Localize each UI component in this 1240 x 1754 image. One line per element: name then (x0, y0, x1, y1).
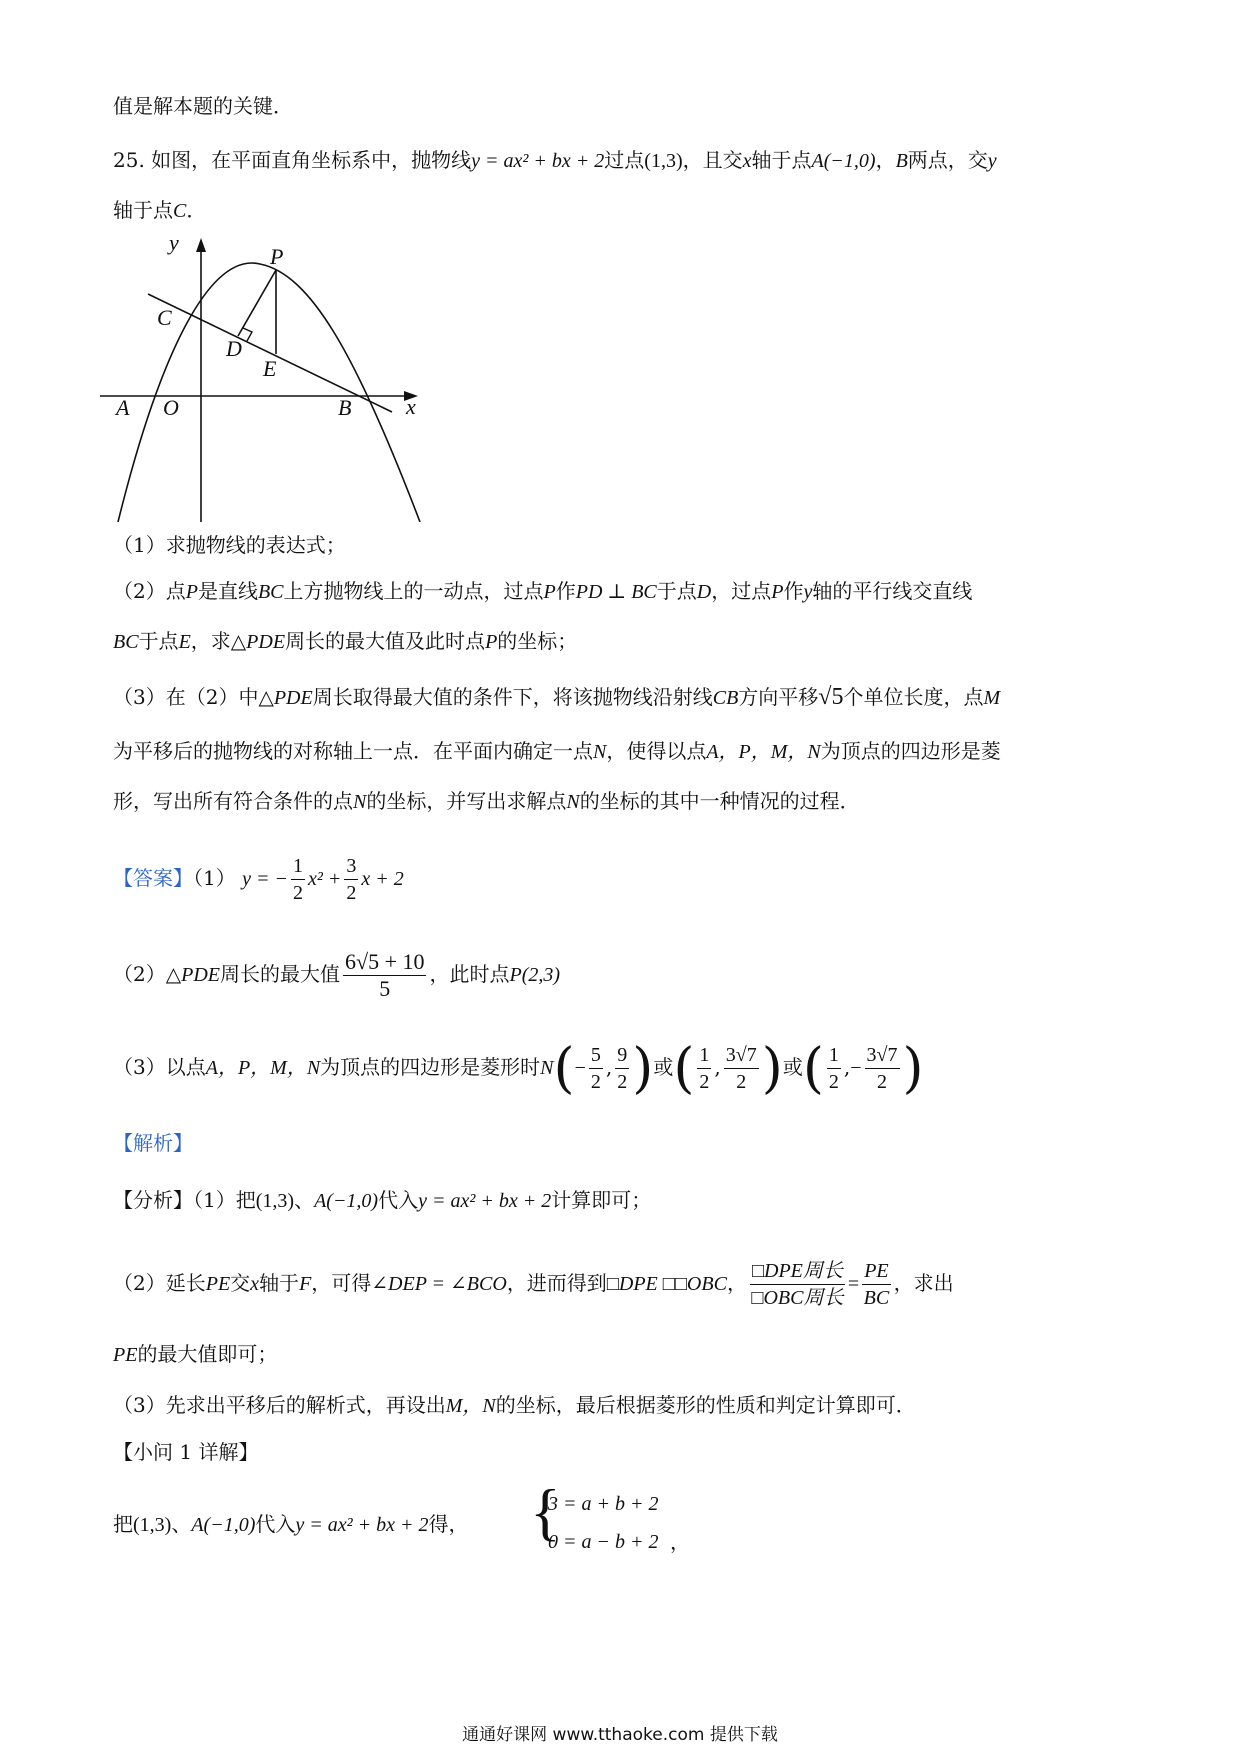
segment-PD (238, 270, 276, 336)
q2-text: 于点 (656, 579, 697, 603)
open-paren: ( (673, 1036, 695, 1100)
close-paren: ) (632, 1036, 654, 1100)
var-y: y (803, 581, 813, 603)
q2-text: 于点 (138, 629, 179, 653)
var-PDE: PDE (273, 687, 313, 709)
denominator: 2 (877, 1071, 888, 1093)
numerator: 3 (344, 853, 358, 880)
parabola-equation: y = ax² + bx + 2 (471, 150, 605, 172)
point-1-3: (1,3) (255, 1190, 295, 1212)
var-BC: BC (257, 581, 284, 603)
q3-text: 的坐标的其中一种情况的过程． (579, 789, 860, 813)
q2-text: 的坐标； (497, 629, 578, 653)
q2-text: 作 (783, 579, 804, 603)
point-A: A(−1,0) (191, 1514, 256, 1536)
answer-1 (113, 848, 404, 909)
problem-text: 两点，交 (907, 148, 988, 172)
var-x: x (250, 1273, 260, 1295)
analysis-text: ，进而得到 (506, 1271, 607, 1295)
system-brace: { (530, 1476, 561, 1547)
var-N: N (353, 791, 367, 813)
fraction (291, 853, 305, 906)
var-PE: PE (205, 1273, 231, 1295)
answer-text: 周长的最大值 (220, 962, 340, 986)
q2-text: ，求△ (190, 629, 247, 653)
problem-text: ，且交 (682, 148, 743, 172)
numerator: 5 (589, 1042, 603, 1069)
var-P: P (485, 631, 498, 653)
q3-text: 个单位长度，点 (843, 685, 984, 709)
parabola-equation: y = ax² + bx + 2 (295, 1514, 429, 1536)
question-2-line-2 (113, 627, 577, 656)
max-perimeter-fraction (343, 949, 426, 1002)
a1-lhs: y = − (242, 868, 288, 890)
answer-label: （3）以点 (113, 1055, 206, 1079)
detail-text: 、 (171, 1512, 192, 1536)
problem-text: ． (186, 198, 207, 222)
point-B: B (895, 150, 908, 172)
problem-text: 轴于点 (751, 148, 812, 172)
analysis-part-2 (113, 1253, 954, 1314)
y-axis-arrow (196, 238, 206, 252)
system-equation-1: 3 = a + b + 2 (548, 1493, 659, 1515)
problem-number: 25. (113, 148, 145, 172)
detail-line (113, 1510, 469, 1539)
denominator: 2 (699, 1071, 710, 1093)
q2-text: 上方抛物线上的一动点，过点 (283, 579, 544, 603)
line-BC (148, 294, 392, 412)
var-CB: CB (712, 687, 739, 709)
q2-text: ，过点 (711, 579, 772, 603)
sign: − (850, 1057, 862, 1079)
question-3-line-1 (113, 683, 1000, 712)
denominator: 2 (590, 1071, 601, 1093)
q2-text: 作 (555, 579, 576, 603)
var-PE: PE (113, 1344, 138, 1366)
similarity-relation: □DPE □□OBC (606, 1273, 727, 1295)
analysis-text: 、 (294, 1188, 315, 1212)
analysis-text: 的最大值即可； (137, 1342, 278, 1366)
problem-text: 过点 (604, 148, 645, 172)
label-P: P (270, 244, 284, 269)
q3-text: ，使得以点 (606, 739, 707, 763)
or-text: 或 (782, 1055, 803, 1079)
var-N: N (540, 1057, 554, 1079)
system-equation-2: 0 = a − b + 2 (548, 1531, 659, 1553)
label-D: D (226, 336, 242, 361)
denominator: 2 (346, 882, 357, 904)
analysis-tag: 【解析】 (113, 1131, 193, 1155)
analysis-part-2-line-2 (113, 1340, 277, 1369)
numerator: 6√5 + 10 (345, 949, 425, 974)
problem-text: 如图，在平面直角坐标系中，抛物线 (151, 148, 472, 172)
analysis-text: 轴于 (259, 1271, 300, 1295)
q2-text: 周长的最大值及此时点 (285, 629, 486, 653)
analysis-text: （1）把 (193, 1188, 256, 1212)
var-P: P (771, 581, 784, 603)
var-y: y (987, 150, 997, 172)
q3-text: （3）在（2）中△ (113, 685, 274, 709)
analysis-text: ，求出 (893, 1271, 954, 1295)
open-paren: ( (553, 1036, 575, 1100)
open-paren: ( (802, 1036, 824, 1100)
problem-text: ， (875, 148, 896, 172)
label-B: B (338, 395, 352, 420)
question-2-line-1 (113, 577, 972, 606)
numerator: 1 (291, 853, 305, 880)
numerator: 3√7 (724, 1042, 759, 1069)
fraction (344, 853, 358, 906)
detail-text: 把 (113, 1512, 133, 1536)
or-text: 或 (653, 1055, 674, 1079)
label-x: x (406, 394, 416, 419)
points-APMN: A，P，M，N (706, 741, 821, 763)
answer-tag: 【答案】 (113, 866, 193, 890)
question-3-line-2 (113, 737, 1001, 766)
system-end: ， (670, 1530, 690, 1554)
parabola-equation: y = ax² + bx + 2 (418, 1190, 552, 1212)
var-P: P (543, 581, 556, 603)
problem-line-2 (113, 196, 206, 225)
close-paren: ) (902, 1036, 924, 1100)
fraction (827, 1042, 841, 1095)
a1-mid: x² + (307, 868, 342, 890)
q3-text: 方向平移 (738, 685, 819, 709)
q2-text: （2）点 (113, 579, 186, 603)
analysis-text: 交 (230, 1271, 251, 1295)
analysis-text: 代入 (378, 1188, 419, 1212)
answer-text: 为顶点的四边形是菱形时 (320, 1055, 541, 1079)
analysis-text: ，可得 (311, 1271, 372, 1295)
angle-equality: ∠DEP = ∠BCO (371, 1273, 507, 1295)
answer-3: （3）以点A，P，M，N为顶点的四边形是菱形时N(− $\frac{5}{2}$ , $\frac{9}{2}$ )或( $\frac{1}{2}$ , $\frac{3√7}{2}$ )或( $\frac{1}{2}$ ,− $\frac{3√7}{2}$ ) (113, 1036, 924, 1100)
problem-text: 轴于点 (113, 198, 173, 222)
analysis-text: 的坐标，最后根据菱形的性质和判定计算即可． (495, 1393, 916, 1417)
q2-text: 轴的平行线交直线 (812, 579, 973, 603)
vars-MN: M，N (445, 1395, 496, 1417)
label-A: A (116, 395, 130, 420)
previous-text: 值是解本题的关键． (113, 94, 293, 118)
var-F: F (299, 1273, 312, 1295)
label-C: C (157, 305, 172, 330)
point-A: A(−1,0) (811, 150, 876, 172)
q3-text: 形，写出所有符合条件的点 (113, 789, 353, 813)
right-angle-mark (243, 328, 252, 341)
var-PDE: PDE (246, 631, 286, 653)
var-M: M (983, 687, 1001, 709)
fraction (724, 1042, 759, 1095)
numerator: 9 (615, 1042, 629, 1069)
answer-2 (113, 944, 560, 1005)
var-P: P (185, 581, 198, 603)
analysis-text: 计算即可； (551, 1188, 652, 1212)
segment-ratio-fraction (862, 1258, 890, 1311)
point-C: C (173, 200, 187, 222)
denominator: 2 (617, 1071, 628, 1093)
detail-text: 代入 (255, 1512, 296, 1536)
label-E: E (263, 356, 277, 381)
denominator: 2 (292, 882, 303, 904)
parabola-figure (100, 232, 440, 522)
fraction (697, 1042, 711, 1095)
numerator: PE (862, 1258, 890, 1285)
point-P: P(2,3) (509, 964, 561, 986)
detail-text: 得， (428, 1512, 469, 1536)
q3-text: 的坐标，并写出求解点 (366, 789, 567, 813)
var-x: x (742, 150, 752, 172)
numerator: 1 (697, 1042, 711, 1069)
point-1-3: (1,3) (133, 1514, 172, 1536)
var-E: E (178, 631, 191, 653)
analysis-text: （2）延长 (113, 1271, 206, 1295)
sign: − (574, 1057, 586, 1079)
analysis-part-1 (113, 1186, 651, 1215)
q3-text: 周长取得最大值的条件下，将该抛物线沿射线 (312, 685, 713, 709)
denominator: □OBC周长 (751, 1287, 844, 1309)
var-PDE: PDE (181, 964, 220, 986)
denominator: 2 (736, 1071, 747, 1093)
var-N: N (566, 791, 580, 813)
points-APMN: A，P，M，N (205, 1057, 321, 1079)
label-y: y (169, 232, 179, 255)
denominator: 2 (828, 1071, 839, 1093)
question-1: （1）求抛物线的表达式； (113, 533, 346, 557)
answer-label: （2）△ (113, 962, 182, 986)
label-O: O (163, 395, 179, 420)
numerator: 3√7 (865, 1042, 900, 1069)
analysis-part-3 (113, 1391, 916, 1420)
point-1-3: (1,3) (644, 150, 683, 172)
analysis-text: ， (726, 1271, 747, 1295)
detail-tag: 【小问 1 详解】 (113, 1440, 259, 1464)
point-A: A(−1,0) (314, 1190, 379, 1212)
fraction (865, 1042, 900, 1095)
answer-label: （1） (193, 866, 236, 890)
q3-text: 为平移后的抛物线的对称轴上一点．在平面内确定一点 (113, 739, 593, 763)
analysis-subtag: 【分析】 (113, 1188, 193, 1212)
var-D: D (696, 581, 712, 603)
denominator: BC (863, 1287, 890, 1309)
var-BC: BC (113, 631, 139, 653)
answer-text: ，此时点 (429, 962, 510, 986)
denominator: 5 (379, 976, 391, 1001)
problem-line-1 (113, 146, 997, 175)
question-3-line-3 (113, 787, 860, 816)
numerator: □DPE周长 (750, 1258, 845, 1285)
q3-text: 为顶点的四边形是菱 (820, 739, 1001, 763)
fraction (589, 1042, 603, 1095)
sqrt-5: √5 (818, 684, 844, 710)
a1-tail: x + 2 (361, 868, 404, 890)
perimeter-ratio-fraction (750, 1258, 845, 1311)
page-footer: 通通好课网 www.tthaoke.com 提供下载 (462, 1725, 778, 1745)
close-paren: ) (761, 1036, 783, 1100)
equals: = (847, 1273, 860, 1295)
var-N: N (593, 741, 607, 763)
q2-text: 是直线 (197, 579, 258, 603)
fraction (615, 1042, 629, 1095)
numerator: 1 (827, 1042, 841, 1069)
perp-relation: PD ⊥ BC (575, 581, 657, 603)
analysis-text: （3）先求出平移后的解析式，再设出 (113, 1393, 446, 1417)
